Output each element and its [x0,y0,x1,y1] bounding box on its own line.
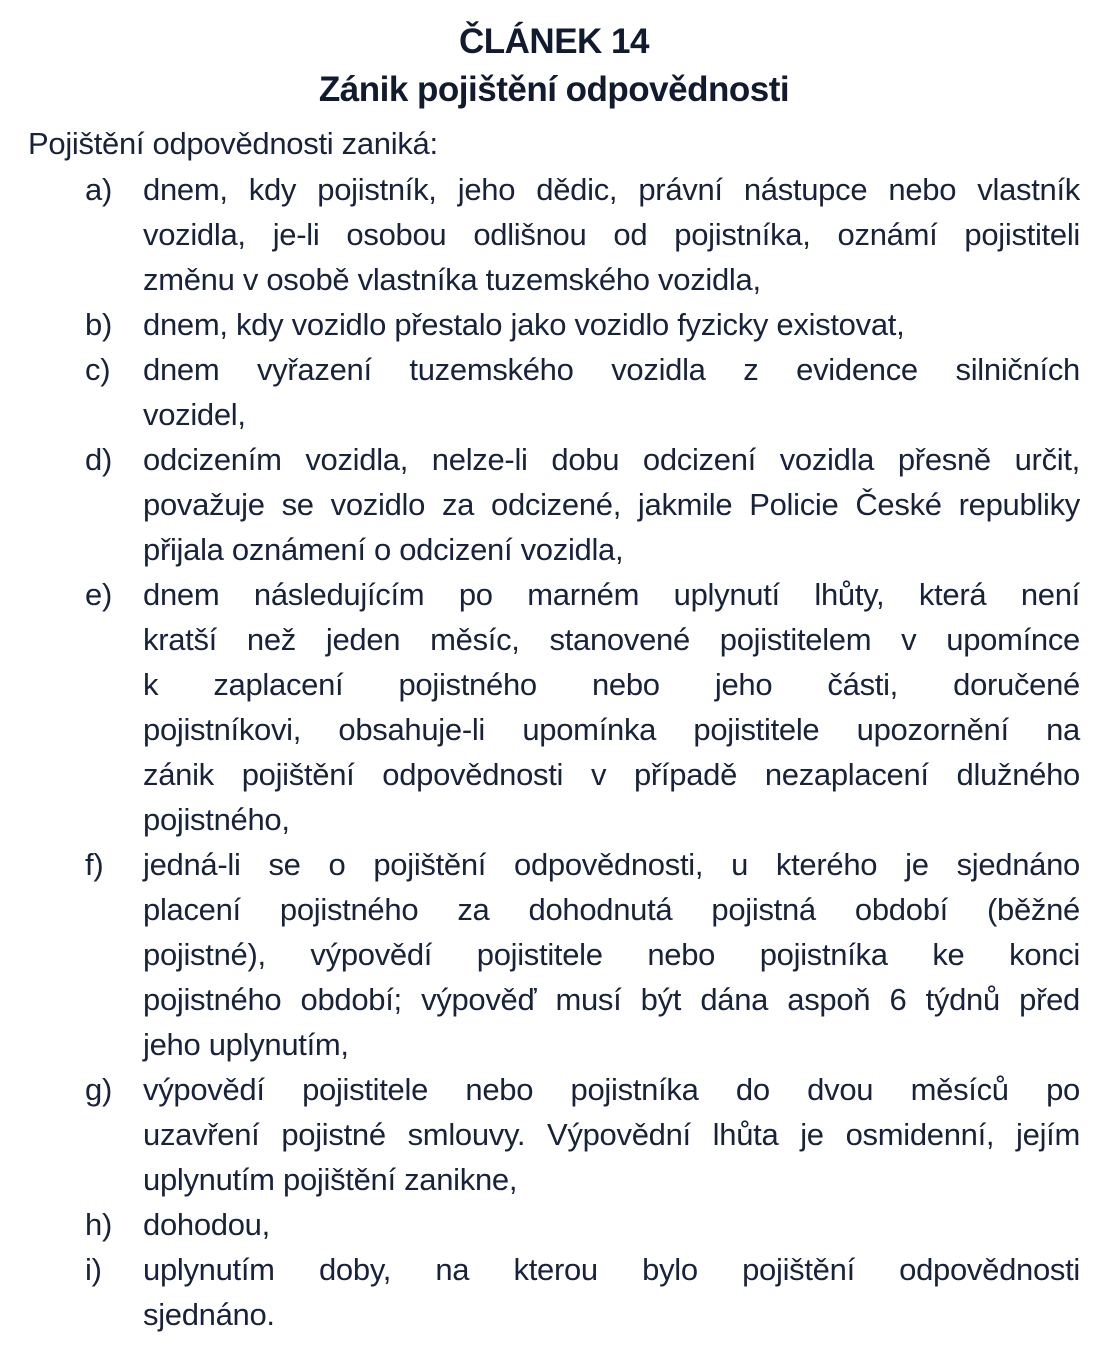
text-line: kratší než jeden měsíc, stanovené pojistitelem v upomínce [143,622,1080,657]
list-item [85,167,1080,302]
item-text [143,572,1080,842]
item-list [85,167,1080,1337]
text-line: přijala oznámení o odcizení vozidla, [143,532,624,567]
list-item [85,302,1080,347]
text-line: pojistného, [143,802,290,837]
text-line: pojistného období; výpověď musí být dána aspoň 6 týdnů před [143,982,1080,1017]
text-line: dnem, kdy vozidlo přestalo jako vozidlo fyzicky existovat, [143,307,905,342]
text-line: sjednáno. [143,1297,275,1332]
text-line: uzavření pojistné smlouvy. Výpovědní lhůta je osmidenní, jejím [143,1117,1080,1152]
text-line: dohodou, [143,1207,270,1242]
item-label: f) [85,847,104,882]
list-item [85,437,1080,572]
text-line: dnem následujícím po marném uplynutí lhůty, která není [143,577,1080,612]
list-item [85,1247,1080,1337]
item-label: g) [85,1072,112,1107]
text-line: uplynutím pojištění zanikne, [143,1162,518,1197]
text-line: jeho uplynutím, [143,1027,349,1062]
document-header [28,20,1080,112]
article-title: ČLÁNEK 14 [459,22,649,61]
item-text [143,437,1080,572]
intro-line: Pojištění odpovědnosti zaniká: [28,126,438,161]
text-line: považuje se vozidlo za odcizené, jakmile Policie České republiky [143,487,1080,522]
item-text [143,1247,1080,1337]
item-label: a) [85,172,112,207]
item-label: c) [85,352,111,387]
text-line: jedná-li se o pojištění odpovědnosti, u kterého je sjednáno [143,847,1080,882]
list-item [85,572,1080,842]
item-text [143,347,1080,437]
text-line: změnu v osobě vlastníka tuzemského vozidla, [143,262,761,297]
item-label: b) [85,307,112,342]
text-line: vozidla, je-li osobou odlišnou od pojistníka, oznámí pojistiteli [143,217,1080,252]
item-text [143,1067,1080,1202]
text-line: dnem, kdy pojistník, jeho dědic, právní nástupce nebo vlastník [143,172,1080,207]
text-line: k zaplacení pojistného nebo jeho části, doručené [143,667,1080,702]
list-item [85,1067,1080,1202]
item-label: d) [85,442,112,477]
item-label: h) [85,1207,112,1242]
text-line: zánik pojištění odpovědnosti v případě nezaplacení dlužného [143,757,1080,792]
item-text [143,1202,1080,1247]
item-text [143,302,1080,347]
text-line: odcizením vozidla, nelze-li dobu odcizení vozidla přesně určit, [143,442,1080,477]
list-item [85,1202,1080,1247]
article-subtitle: Zánik pojištění odpovědnosti [318,70,790,109]
item-label: i) [85,1252,102,1287]
item-label: e) [85,577,112,612]
text-line: dnem vyřazení tuzemského vozidla z evidence silničních [143,352,1080,387]
text-line: výpovědí pojistitele nebo pojistníka do dvou měsíců po [143,1072,1080,1107]
text-line: vozidel, [143,397,246,432]
item-text [143,167,1080,302]
list-item [85,347,1080,437]
item-text [143,842,1080,1067]
text-line: placení pojistného za dohodnutá pojistná období (běžné [143,892,1080,927]
text-line: pojistné), výpovědí pojistitele nebo pojistníka ke konci [143,937,1080,972]
list-item [85,842,1080,1067]
text-line: pojistníkovi, obsahuje-li upomínka pojistitele upozornění na [143,712,1080,747]
text-line: uplynutím doby, na kterou bylo pojištění odpovědnosti [143,1252,1080,1287]
